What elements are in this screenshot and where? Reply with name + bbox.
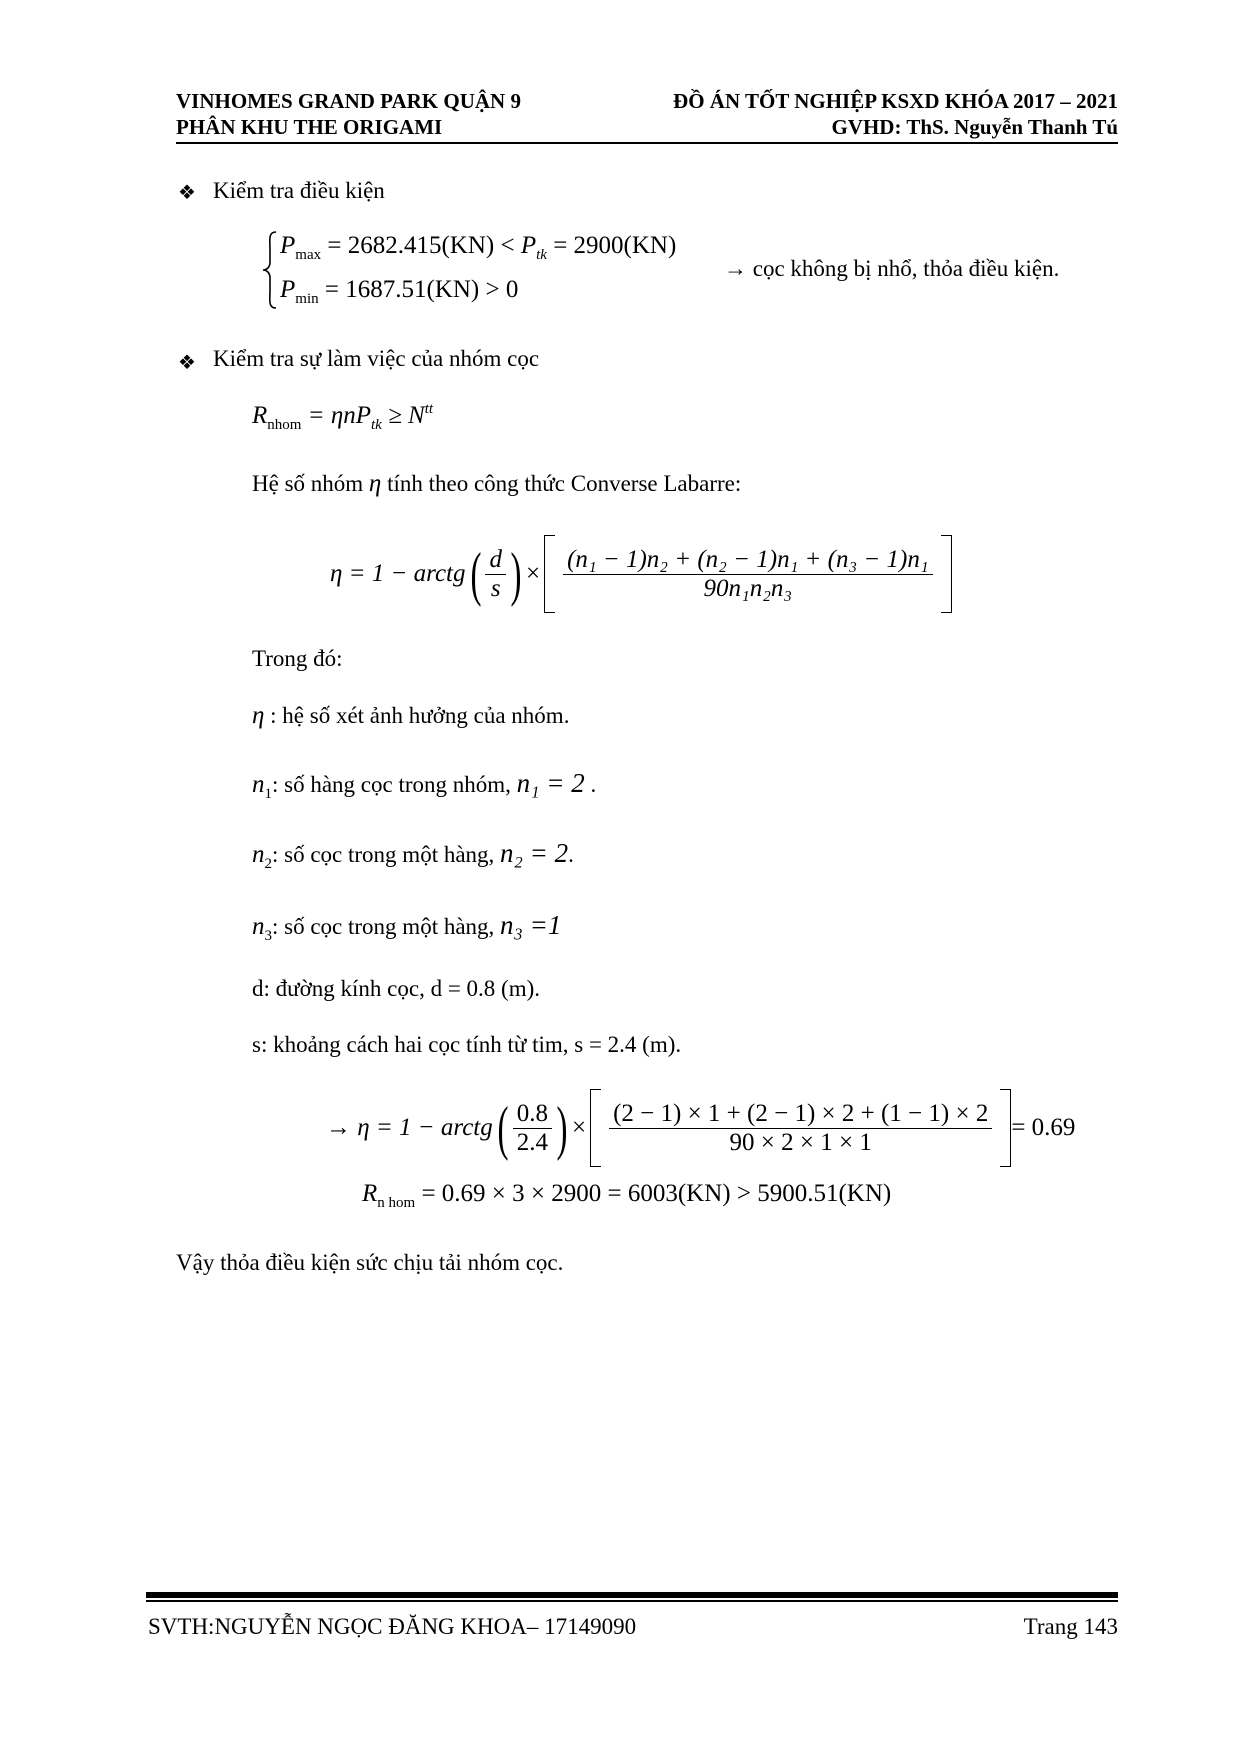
def-n2: $n_2$: số cọc trong một hàng, n₂ = 2. <box>252 838 574 872</box>
equation-pmax: $P_{max} = 2682.415(KN) < P_{tk} = 2900(KN)$ <box>280 232 677 263</box>
bullet-icon: ❖ <box>178 180 196 204</box>
footer-rule-thin <box>146 1600 1118 1602</box>
bullet-icon: ❖ <box>178 350 196 374</box>
footer-page-number: Trang 143 <box>1023 1614 1118 1639</box>
header-right-line2: GVHD: ThS. Nguyễn Thanh Tú <box>831 115 1118 139</box>
system-brace <box>260 230 280 310</box>
brace-icon <box>260 230 280 310</box>
eta-formula: η = 1 − arctg ( $\frac{d}{s}$ ) × $\frac{\text{(n₁ − 1)n₂ + (n₂ − 1)n₁ + (n₃ − 1)n₁}}{\text{90n₁n₂n₃}}$ <box>330 532 952 616</box>
header-right-line1: ĐỒ ÁN TỐT NGHIỆP KSXD KHÓA 2017 – 2021 <box>673 89 1118 113</box>
formula-r-nhom: $R_{nhom} = \eta nP_{tk} \ge N^{tt}$ <box>252 401 434 433</box>
section1-title: Kiểm tra điều kiện <box>213 178 385 203</box>
eta-calculation: → η = 1 − arctg ( $\frac{0.8}{2.4}$ ) × $\frac{(2 - 1) \times 1 + (2 - 1) \times 2 + (1 - 1) \times 2}{90 \times 2 \times 1 \times 1}$ = 0.69 <box>326 1086 1075 1170</box>
final-conclusion: Vậy thỏa điều kiện sức chịu tải nhóm cọc. <box>176 1250 564 1275</box>
def-n1: $n_1$: số hàng cọc trong nhóm, n₁ = 2 . <box>252 768 597 802</box>
header-left-line1: VINHOMES GRAND PARK QUẬN 9 <box>176 89 521 113</box>
coef-text: Hệ số nhóm η tính theo công thức Converse Labarre: <box>252 470 742 497</box>
def-s: s: khoảng cách hai cọc tính từ tim, s = 2.4 (m). <box>252 1032 682 1057</box>
section1-conclusion: → cọc không bị nhổ, thỏa điều kiện. <box>724 256 1060 281</box>
equation-pmin: $P_{min} = 1687.51(KN) > 0$ <box>280 276 519 307</box>
def-d: d: đường kính cọc, d = 0.8 (m). <box>252 976 541 1001</box>
def-eta: η : hệ số xét ảnh hưởng của nhóm. <box>252 702 570 729</box>
header-rule <box>176 142 1118 144</box>
section2-title: Kiểm tra sự làm việc của nhóm cọc <box>213 346 540 371</box>
footer-rule-thick <box>146 1592 1118 1598</box>
def-n3: $n_3$: số cọc trong một hàng, n₃ =1 <box>252 910 562 944</box>
trong-do-label: Trong đó: <box>252 646 343 671</box>
header-left-line2: PHÂN KHU THE ORIGAMI <box>176 115 443 139</box>
r-nhom-calculation: $R_{n hom} = 0.69 \times 3 \times 2900 = 6003(KN) > 5900.51(KN)$ <box>362 1180 892 1211</box>
footer-author: SVTH:NGUYỄN NGỌC ĐĂNG KHOA– 17149090 <box>148 1614 637 1639</box>
